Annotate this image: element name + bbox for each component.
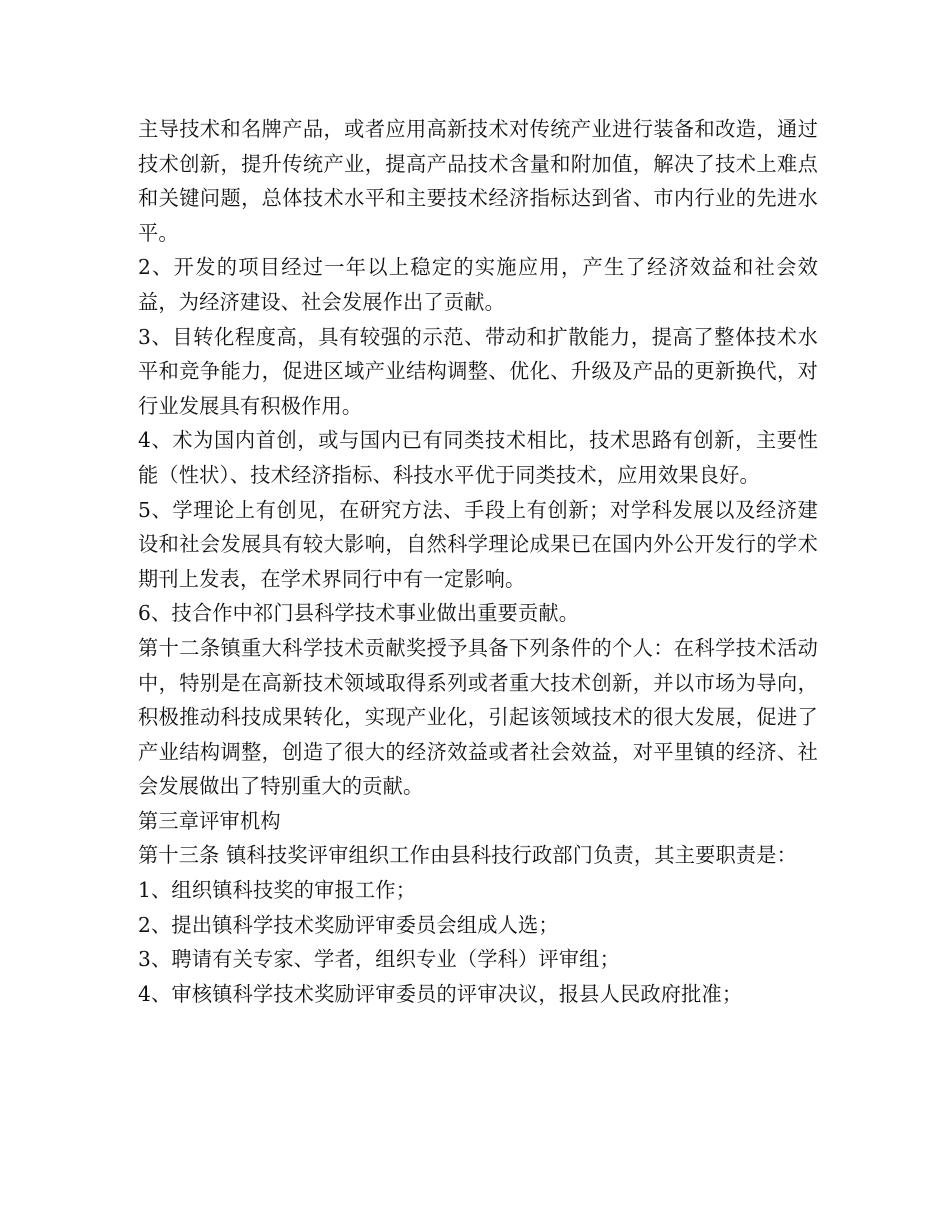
paragraph-continuation: 主导技术和名牌产品，或者应用高新技术对传统产业进行装备和改造，通过技术创新，提升传统产业，提高产品技术含量和附加值，解决了技术上难点和关键问题，总体技术水平和主要技术经济指标达到省、市内行业的先进水平。	[138, 117, 818, 245]
duty-item-2: 2、提出镇科学技术奖励评审委员会组成人选；	[138, 912, 559, 937]
paragraph-item-2: 2、开发的项目经过一年以上稳定的实施应用，产生了经济效益和社会效益，为经济建设、社会发展作出了贡献。	[138, 255, 818, 314]
duty-item-4: 4、审核镇科学技术奖励评审委员的评审决议，报县人民政府批准；	[138, 981, 743, 1006]
paragraph-item-3: 3、目转化程度高，具有较强的示范、带动和扩散能力，提高了整体技术水平和竞争能力，促进区域产业结构调整、优化、升级及产品的更新换代，对行业发展具有积极作用。	[138, 324, 818, 418]
duty-item-1: 1、组织镇科技奖的审报工作；	[138, 878, 417, 903]
chapter-heading: 第三章评审机构	[138, 808, 281, 833]
paragraph-article-12: 第十二条镇重大科学技术贡献奖授予具备下列条件的个人：在科学技术活动中，特别是在高新技术领域取得系列或者重大技术创新，并以市场为导向，积极推动科技成果转化，实现产业化，引起该领域技术的很大发展，促进了产业结构调整，创造了很大的经济效益或者社会效益，对平里镇的经济、社会发展做出了特别重大的贡献。	[138, 635, 818, 799]
paragraph-item-4: 4、术为国内首创，或与国内已有同类技术相比，技术思路有创新，主要性能（性状）、技术经济指标、科技水平优于同类技术，应用效果良好。	[138, 428, 818, 487]
document-body	[138, 112, 818, 1011]
paragraph-article-13: 第十三条 镇科技奖评审组织工作由县科技行政部门负责，其主要职责是：	[138, 843, 798, 868]
duty-item-3: 3、聘请有关专家、学者，组织专业（学科）评审组；	[138, 947, 620, 972]
paragraph-item-5: 5、学理论上有创见，在研究方法、手段上有创新；对学科发展以及经济建设和社会发展具有较大影响，自然科学理论成果已在国内外公开发行的学术期刊上发表，在学术界同行中有一定影响。	[138, 497, 818, 591]
paragraph-item-6: 6、技合作中祁门县科学技术事业做出重要贡献。	[138, 601, 580, 626]
